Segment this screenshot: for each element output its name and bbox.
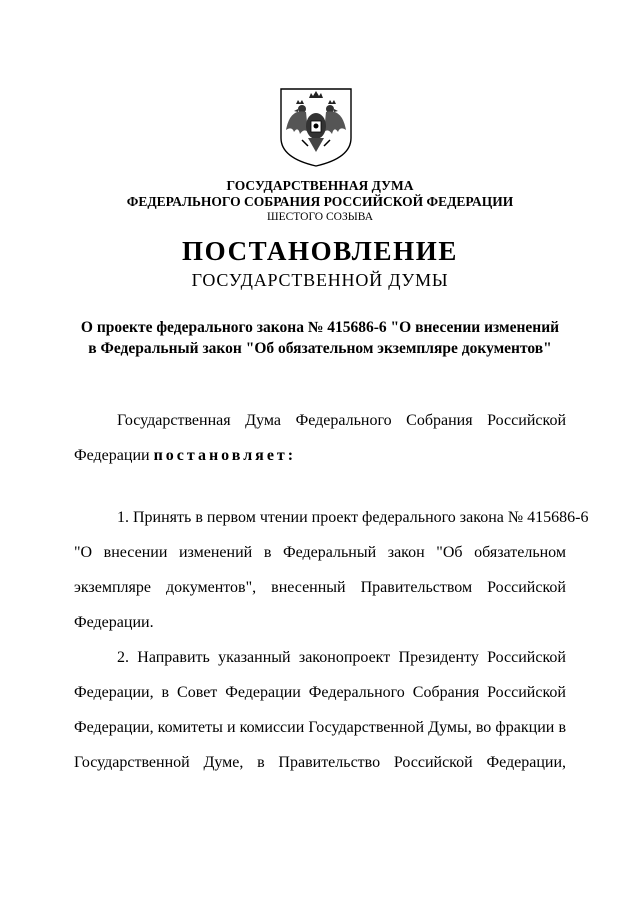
- intro-line1: Государственная Дума Федерального Собрания Российской: [117, 412, 566, 429]
- paragraph2-line3: Федерации, комитеты и комиссии Государственной Думы, во фракции в: [74, 719, 566, 736]
- intro-prefix: Федерации: [74, 447, 154, 464]
- paragraph2-line4: Государственной Думе, в Правительство Российской Федерации,: [74, 754, 566, 771]
- intro-emphasis: постановляет:: [153, 447, 297, 464]
- coat-of-arms-icon: [278, 86, 354, 168]
- paragraph1-line3: экземпляре документов", внесенный Правительством Российской: [74, 579, 566, 596]
- paragraph1-line2: "О внесении изменений в Федеральный закон "Об обязательном: [74, 544, 566, 561]
- paragraph1-line4: Федерации.: [74, 614, 154, 631]
- document-title: ПОСТАНОВЛЕНИЕ: [182, 236, 458, 266]
- paragraph1-line1: 1. Принять в первом чтении проект федерального закона № 415686-6: [117, 509, 589, 526]
- org-name-line1: ГОСУДАРСТВЕННАЯ ДУМА: [226, 178, 414, 193]
- paragraph2-line1: 2. Направить указанный законопроект Президенту Российской: [117, 649, 566, 666]
- resolution-heading-line2: в Федеральный закон "Об обязательном экземпляре документов": [88, 340, 552, 357]
- resolution-heading-line1: О проекте федерального закона № 415686-6 "О внесении изменений: [80, 319, 560, 336]
- intro-line2: [74, 445, 566, 467]
- org-name-line2: ФЕДЕРАЛЬНОГО СОБРАНИЯ РОССИЙСКОЙ ФЕДЕРАЦИИ: [126, 194, 514, 209]
- document-subtitle: ГОСУДАРСТВЕННОЙ ДУМЫ: [191, 270, 449, 290]
- convocation-line: ШЕСТОГО СОЗЫВА: [266, 211, 374, 223]
- paragraph2-line2: Федерации, в Совет Федерации Федерального Собрания Российской: [74, 684, 566, 701]
